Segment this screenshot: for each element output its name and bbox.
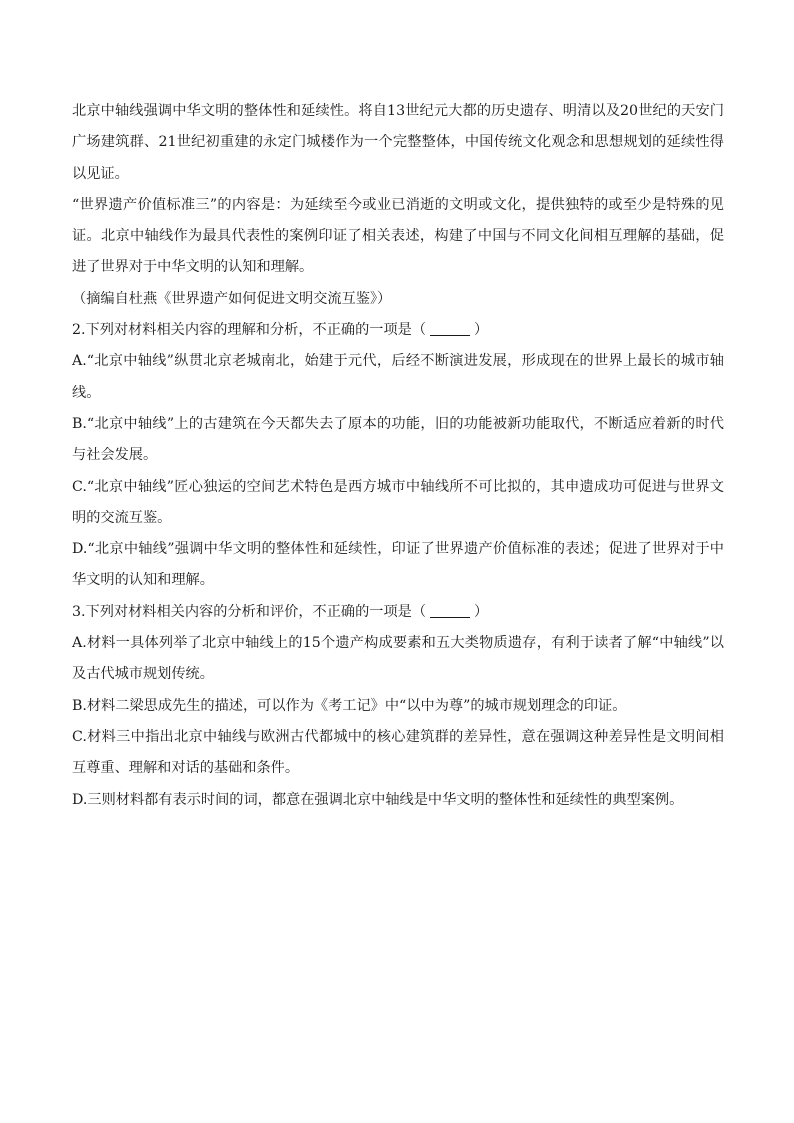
material-paragraph-2: “世界遗产价值标准三”的内容是：为延续至今或业已消逝的文明或文化，提供独特的或至少是特殊的见证。北京中轴线作为最具代表性的案例印证了相关表述，构建了中国与不同文化间相互理解的基础，促进了世界对于中华文明的认知和理解。 — [72, 196, 724, 276]
material-source: （摘编自杜燕《世界遗产如何促进文明交流互鉴》） — [72, 290, 392, 307]
question-3-stem-text: 3.下列对材料相关内容的分析和评价，不正确的一项是（ — [72, 603, 427, 620]
question-2-stem-text: 2.下列对材料相关内容的理解和分析，不正确的一项是（ — [72, 322, 427, 339]
question-3-option-d: D.三则材料都有表示时间的词，都意在强调北京中轴线是中华文明的整体性和延续性的典型案例。 — [72, 791, 684, 808]
document-page — [72, 96, 724, 816]
material-paragraph-1: 北京中轴线强调中华文明的整体性和延续性。将自13世纪元大都的历史遗存、明清以及20世纪的天安门广场建筑群、21世纪初重建的永定门城楼作为一个完整整体，中国传统文化观念和思想规划的延续性得以见证。 — [72, 103, 724, 182]
question-2-stem-close: ） — [474, 322, 489, 339]
question-2-option-a: A.“北京中轴线”纵贯北京老城南北，始建于元代，后经不断演进发展，形成现在的世界上最长的城市轴线。 — [72, 353, 724, 401]
answer-blank — [430, 321, 470, 336]
question-2-option-d: D.“北京中轴线”强调中华文明的整体性和延续性，印证了世界遗产价值标准的表述；促进了世界对于中华文明的认知和理解。 — [72, 541, 724, 589]
question-3-stem-close: ） — [474, 603, 489, 620]
answer-blank — [430, 603, 470, 618]
question-2-option-c: C.“北京中轴线”匠心独运的空间艺术特色是西方城市中轴线所不可比拟的，其申遗成功可促进与世界文明的交流互鉴。 — [72, 478, 724, 526]
question-3-stem — [72, 597, 724, 628]
question-3-option-c: C.材料三中指出北京中轴线与欧洲古代都城中的核心建筑群的差异性，意在强调这种差异性是文明间相互尊重、理解和对话的基础和条件。 — [72, 728, 724, 777]
question-3-option-b: B.材料二梁思成先生的描述，可以作为《考工记》中“以中为尊”的城市规划理念的印证。 — [72, 697, 627, 714]
question-2-option-b: B.“北京中轴线”上的古建筑在今天都失去了原本的功能，旧的功能被新功能取代，不断适应着新的时代与社会发展。 — [72, 415, 724, 464]
question-3-option-a: A.材料一具体列举了北京中轴线上的15个遗产构成要素和五大类物质遗存，有利于读者了解“中轴线”以及古代城市规划传统。 — [72, 635, 724, 683]
question-2-stem — [72, 315, 724, 346]
